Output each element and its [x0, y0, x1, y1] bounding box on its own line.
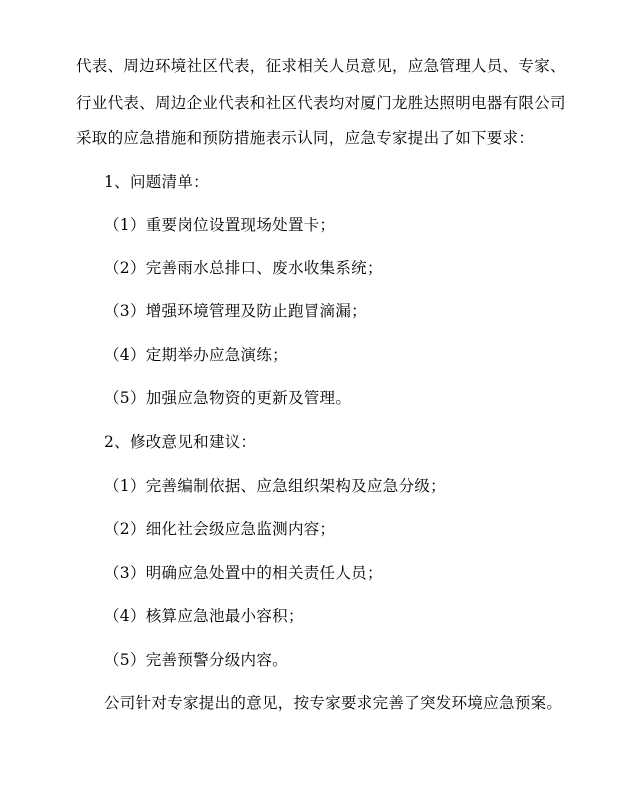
section-2-item-1: （1）完善编制依据、应急组织架构及应急分级； [104, 477, 446, 495]
section-2-item-2: （2）细化社会级应急监测内容； [104, 520, 336, 538]
intro-line-3: 采取的应急措施和预防措施表示认同，应急专家提出了如下要求： [76, 129, 535, 147]
section-1-item-4: （4）定期举办应急演练； [104, 346, 288, 364]
intro-line-1: 代表、周边环境社区代表，征求相关人员意见，应急管理人员、专家、 [76, 57, 566, 75]
section-1-item-1: （1）重要岗位设置现场处置卡； [104, 216, 336, 234]
section-2-item-5: （5）完善预警分级内容。 [104, 651, 288, 669]
intro-line-2: 行业代表、周边企业代表和社区代表均对厦门龙胜达照明电器有限公司 [76, 94, 566, 112]
section-2-item-4: （4）核算应急池最小容积； [104, 607, 304, 625]
section-1-item-3: （3）增强环境管理及防止跑冒滴漏； [104, 302, 367, 320]
section-2-item-3: （3）明确应急处置中的相关责任人员； [104, 564, 383, 582]
section-1-item-5: （5）加强应急物资的更新及管理。 [104, 389, 352, 407]
section-1-item-2: （2）完善雨水总排口、废水收集系统； [104, 259, 383, 277]
closing-paragraph: 公司针对专家提出的意见，按专家要求完善了突发环境应急预案。 [104, 694, 563, 712]
section-1-heading: 1、问题清单： [104, 173, 209, 191]
section-2-heading: 2、修改意见和建议： [104, 433, 257, 451]
